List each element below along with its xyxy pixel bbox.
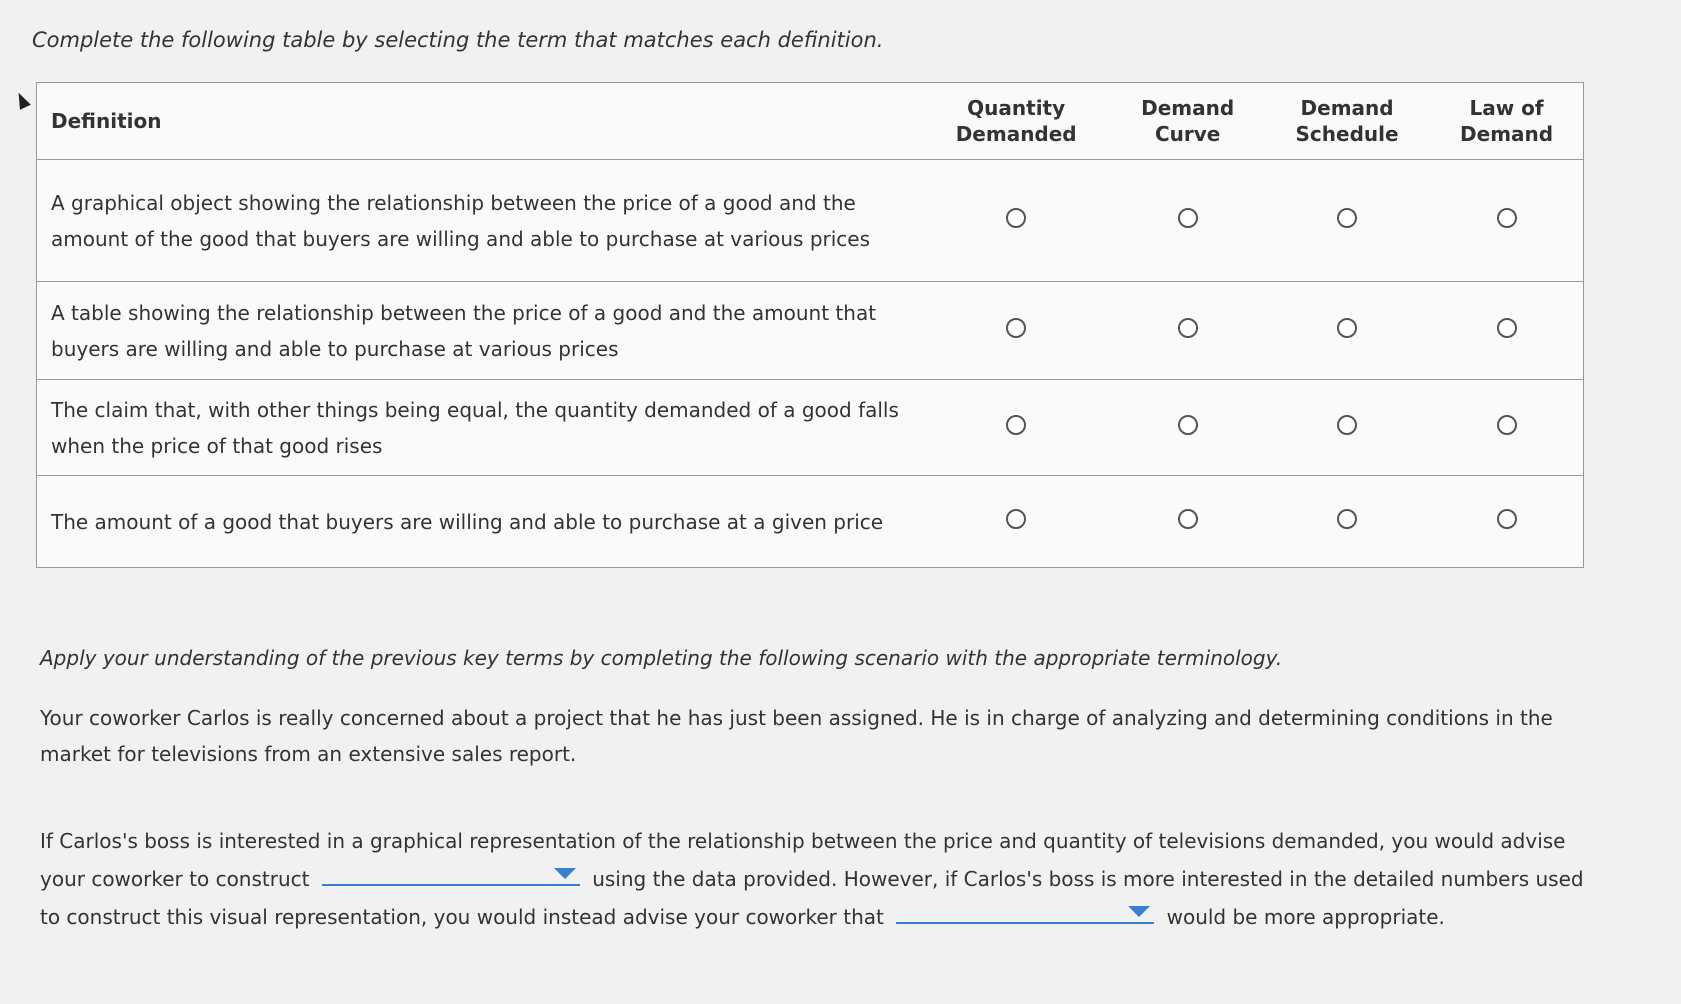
column-header-demand-curve: Demand Curve [1111, 83, 1264, 160]
chevron-down-icon [1128, 906, 1150, 917]
definition-cell: A graphical object showing the relationship between the price of a good and the amount of the good that buyers are willing and able to purchase at various prices [37, 160, 922, 282]
dropdown-numbers-term[interactable] [896, 898, 1154, 924]
chevron-down-icon [554, 868, 576, 879]
fill-in-paragraph [40, 822, 1600, 936]
radio-quantity-demanded[interactable] [1006, 509, 1026, 529]
radio-law-of-demand[interactable] [1497, 208, 1517, 228]
fill-in-text-1: If Carlos's boss is interested in a graphical representation of the relationship between the price and quantity of televisions demanded, you would advise your coworker to construct [40, 829, 1566, 891]
definition-cell: The amount of a good that buyers are willing and able to purchase at a given price [37, 476, 922, 568]
radio-law-of-demand[interactable] [1497, 318, 1517, 338]
radio-demand-schedule[interactable] [1337, 208, 1357, 228]
radio-demand-curve[interactable] [1178, 318, 1198, 338]
definition-cell: A table showing the relationship between the price of a good and the amount that buyers are willing and able to purchase at various prices [37, 282, 922, 380]
radio-quantity-demanded[interactable] [1006, 415, 1026, 435]
matching-table [36, 82, 1584, 568]
instruction-text: Complete the following table by selecting the term that matches each definition. [32, 28, 884, 52]
dropdown-graphical-term[interactable] [322, 860, 580, 886]
mouse-cursor-icon [13, 90, 31, 110]
radio-quantity-demanded[interactable] [1006, 318, 1026, 338]
table-row [37, 380, 1584, 476]
radio-law-of-demand[interactable] [1497, 509, 1517, 529]
table-row [37, 476, 1584, 568]
column-header-demand-schedule: Demand Schedule [1264, 83, 1430, 160]
radio-demand-schedule[interactable] [1337, 509, 1357, 529]
radio-demand-curve[interactable] [1178, 415, 1198, 435]
radio-demand-curve[interactable] [1178, 509, 1198, 529]
table-row [37, 160, 1584, 282]
radio-demand-curve[interactable] [1178, 208, 1198, 228]
radio-quantity-demanded[interactable] [1006, 208, 1026, 228]
column-header-quantity-demanded: Quantity Demanded [921, 83, 1111, 160]
table-row [37, 282, 1584, 380]
fill-in-text-2: using the data provided. However, if Carlos's boss is more interested in the detailed numbers used to construct this visual representation, you would instead advise your coworker that [40, 867, 1584, 929]
column-header-law-of-demand: Law of Demand [1430, 83, 1583, 160]
scenario-paragraph: Your coworker Carlos is really concerned about a project that he has just been assigned. He is in charge of analyzing and determining conditions in the market for televisions from an extensive sales report. [40, 706, 1553, 766]
radio-demand-schedule[interactable] [1337, 318, 1357, 338]
definition-cell: The claim that, with other things being equal, the quantity demanded of a good falls when the price of that good rises [37, 380, 922, 476]
fill-in-text-3: would be more appropriate. [1166, 905, 1445, 929]
table-header-row [37, 83, 1584, 160]
radio-law-of-demand[interactable] [1497, 415, 1517, 435]
radio-demand-schedule[interactable] [1337, 415, 1357, 435]
definition-header: Definition [37, 83, 922, 160]
apply-instruction: Apply your understanding of the previous key terms by completing the following scenario with the appropriate terminology. [40, 646, 1283, 670]
